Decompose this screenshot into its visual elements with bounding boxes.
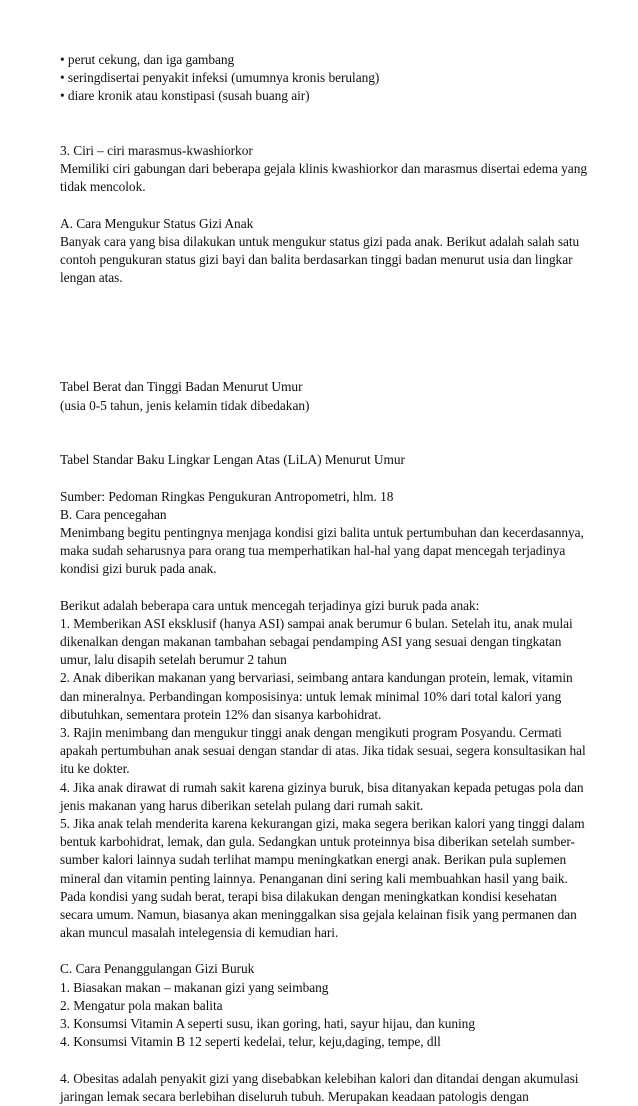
section-c: [60, 960, 580, 1051]
section-a: [60, 215, 580, 288]
paragraph-line: kondisi gizi buruk pada anak.: [60, 561, 217, 577]
bullet-item: • perut cekung, dan iga gambang: [60, 52, 235, 67]
section-heading: B. Cara pencegahan: [60, 506, 167, 522]
paragraph-line: 4. Jika anak dirawat di rumah sakit karena gizinya buruk, bisa ditanyakan kepada petugas pola dan: [60, 779, 584, 795]
paragraph-line: tidak mencolok.: [60, 179, 146, 195]
paragraph-line: 2. Anak diberikan makanan yang bervariasi, seimbang antara kandungan protein, lemak, vitamin: [60, 670, 573, 686]
paragraph-line: 4. Obesitas adalah penyakit gizi yang disebabkan kelebihan kalori dan ditandai dengan akumulasi: [60, 1070, 579, 1086]
list-item: 4. Konsumsi Vitamin B 12 seperti kedelai, telur, keju,daging, tempe, dll: [60, 1034, 441, 1050]
table-caption-lila: Tabel Standar Baku Lingkar Lengan Atas (LiLA) Menurut Umur: [60, 452, 405, 468]
paragraph-line: lengan atas.: [60, 270, 123, 286]
tabel-berat-tinggi: [60, 378, 580, 414]
paragraph-line: 5. Jika anak telah menderita karena kekurangan gizi, maka segera berikan kalori yang tinggi dalam: [60, 815, 585, 831]
paragraph-line: mineral dan vitamin penting lainnya. Penanganan dini sering kali membuahkan hasil yang baik.: [60, 870, 568, 886]
paragraph-line: secara umum. Namun, biasanya akan meninggalkan sisa gejala kelainan fisik yang permanen dan: [60, 906, 577, 922]
list-item: 2. Mengatur pola makan balita: [60, 997, 223, 1013]
paragraph-line: jenis makanan yang harus diberikan setelah pulang dari rumah sakit.: [60, 797, 424, 813]
paragraph-line: Berikut adalah beberapa cara untuk mencegah terjadinya gizi buruk pada anak:: [60, 597, 480, 613]
table-caption: Tabel Berat dan Tinggi Badan Menurut Umur: [60, 379, 303, 395]
paragraph-line: itu ke dokter.: [60, 761, 130, 777]
obesitas-section: [60, 1070, 580, 1106]
paragraph-line: akan muncul masalah intelegensia di kemudian hari.: [60, 925, 339, 941]
paragraph-line: dikenalkan dengan makanan tambahan sebagai pendamping ASI yang sesuai dengan tingkatan: [60, 634, 562, 650]
paragraph-line: Menimbang begitu pentingnya menjaga kondisi gizi balita untuk pertumbuhan dan kecerdasannya,: [60, 524, 584, 540]
list-item: 3. Konsumsi Vitamin A seperti susu, ikan goring, hati, sayur hijau, dan kuning: [60, 1016, 475, 1031]
paragraph-line: umur, lalu disapih setelah berumur 2 tahun: [60, 652, 287, 668]
section-heading: C. Cara Penanggulangan Gizi Buruk: [60, 961, 255, 977]
paragraph-line: apakah pertumbuhan anak sesuai dengan standar di atas. Jika tidak sesuai, segera konsultasikan hal: [60, 743, 586, 759]
paragraph-line: 1. Memberikan ASI eksklusif (hanya ASI) sampai anak berumur 6 bulan. Setelah itu, anak mulai: [60, 615, 573, 631]
table-caption-subtitle: (usia 0-5 tahun, jenis kelamin tidak dibedakan): [60, 397, 310, 413]
bullet-item: • diare kronik atau konstipasi (susah buang air): [60, 88, 310, 104]
section-heading: 3. Ciri – ciri marasmus-kwashiorkor: [60, 142, 253, 158]
source-citation: Sumber: Pedoman Ringkas Pengukuran Antropometri, hlm. 18: [60, 488, 394, 504]
paragraph-line: jaringan lemak secara berlebihan diseluruh tubuh. Merupakan keadaan patologis dengan: [60, 1088, 529, 1104]
bullet-item: • seringdisertai penyakit infeksi (umumnya kronis berulang): [60, 70, 380, 86]
document-page: [60, 51, 587, 1106]
section-b: [60, 488, 586, 943]
paragraph-line: maka sudah seharusnya para orang tua memperhatikan hal-hal yang dapat mencegah terjadinya: [60, 543, 566, 559]
paragraph-line: 3. Rajin menimbang dan mengukur tinggi anak dengan mengikuti program Posyandu. Cermati: [60, 725, 562, 740]
paragraph-line: bentuk karbohidrat, lemak, dan gula. Sedangkan untuk proteinnya bisa diberikan setelah sumber-: [60, 834, 575, 850]
paragraph-line: Memiliki ciri gabungan dari beberapa gejala klinis kwashiorkor dan marasmus disertai edema yang: [60, 161, 587, 177]
paragraph-line: sumber kalori lainnya sudah terlihat mampu meningkatkan energi anak. Berikan pula suplemen: [60, 852, 567, 868]
paragraph-line: contoh pengukuran status gizi bayi dan balita berdasarkan tinggi badan menurut usia dan lingkar: [60, 252, 573, 268]
bullet-list: [60, 51, 580, 106]
ciri-marasmus-kwashiorkor-section: [60, 142, 587, 197]
section-heading: A. Cara Mengukur Status Gizi Anak: [60, 215, 254, 231]
image-placeholder-space: [60, 287, 580, 378]
paragraph-line: Banyak cara yang bisa dilakukan untuk mengukur status gizi pada anak. Berikut adalah salah satu: [60, 233, 580, 249]
paragraph-line: dan mineralnya. Perbandingan komposisinya: untuk lemak minimal 10% dari total kalori yang: [60, 688, 562, 704]
paragraph-line: dibutuhkan, sementara protein 12% dan sisanya karbohidrat.: [60, 706, 382, 722]
list-item: 1. Biasakan makan – makanan gizi yang seimbang: [60, 979, 329, 995]
paragraph-line: Pada kondisi yang sudah berat, terapi bisa dilakukan dengan meningkatkan kondisi kesehatan: [60, 888, 557, 904]
